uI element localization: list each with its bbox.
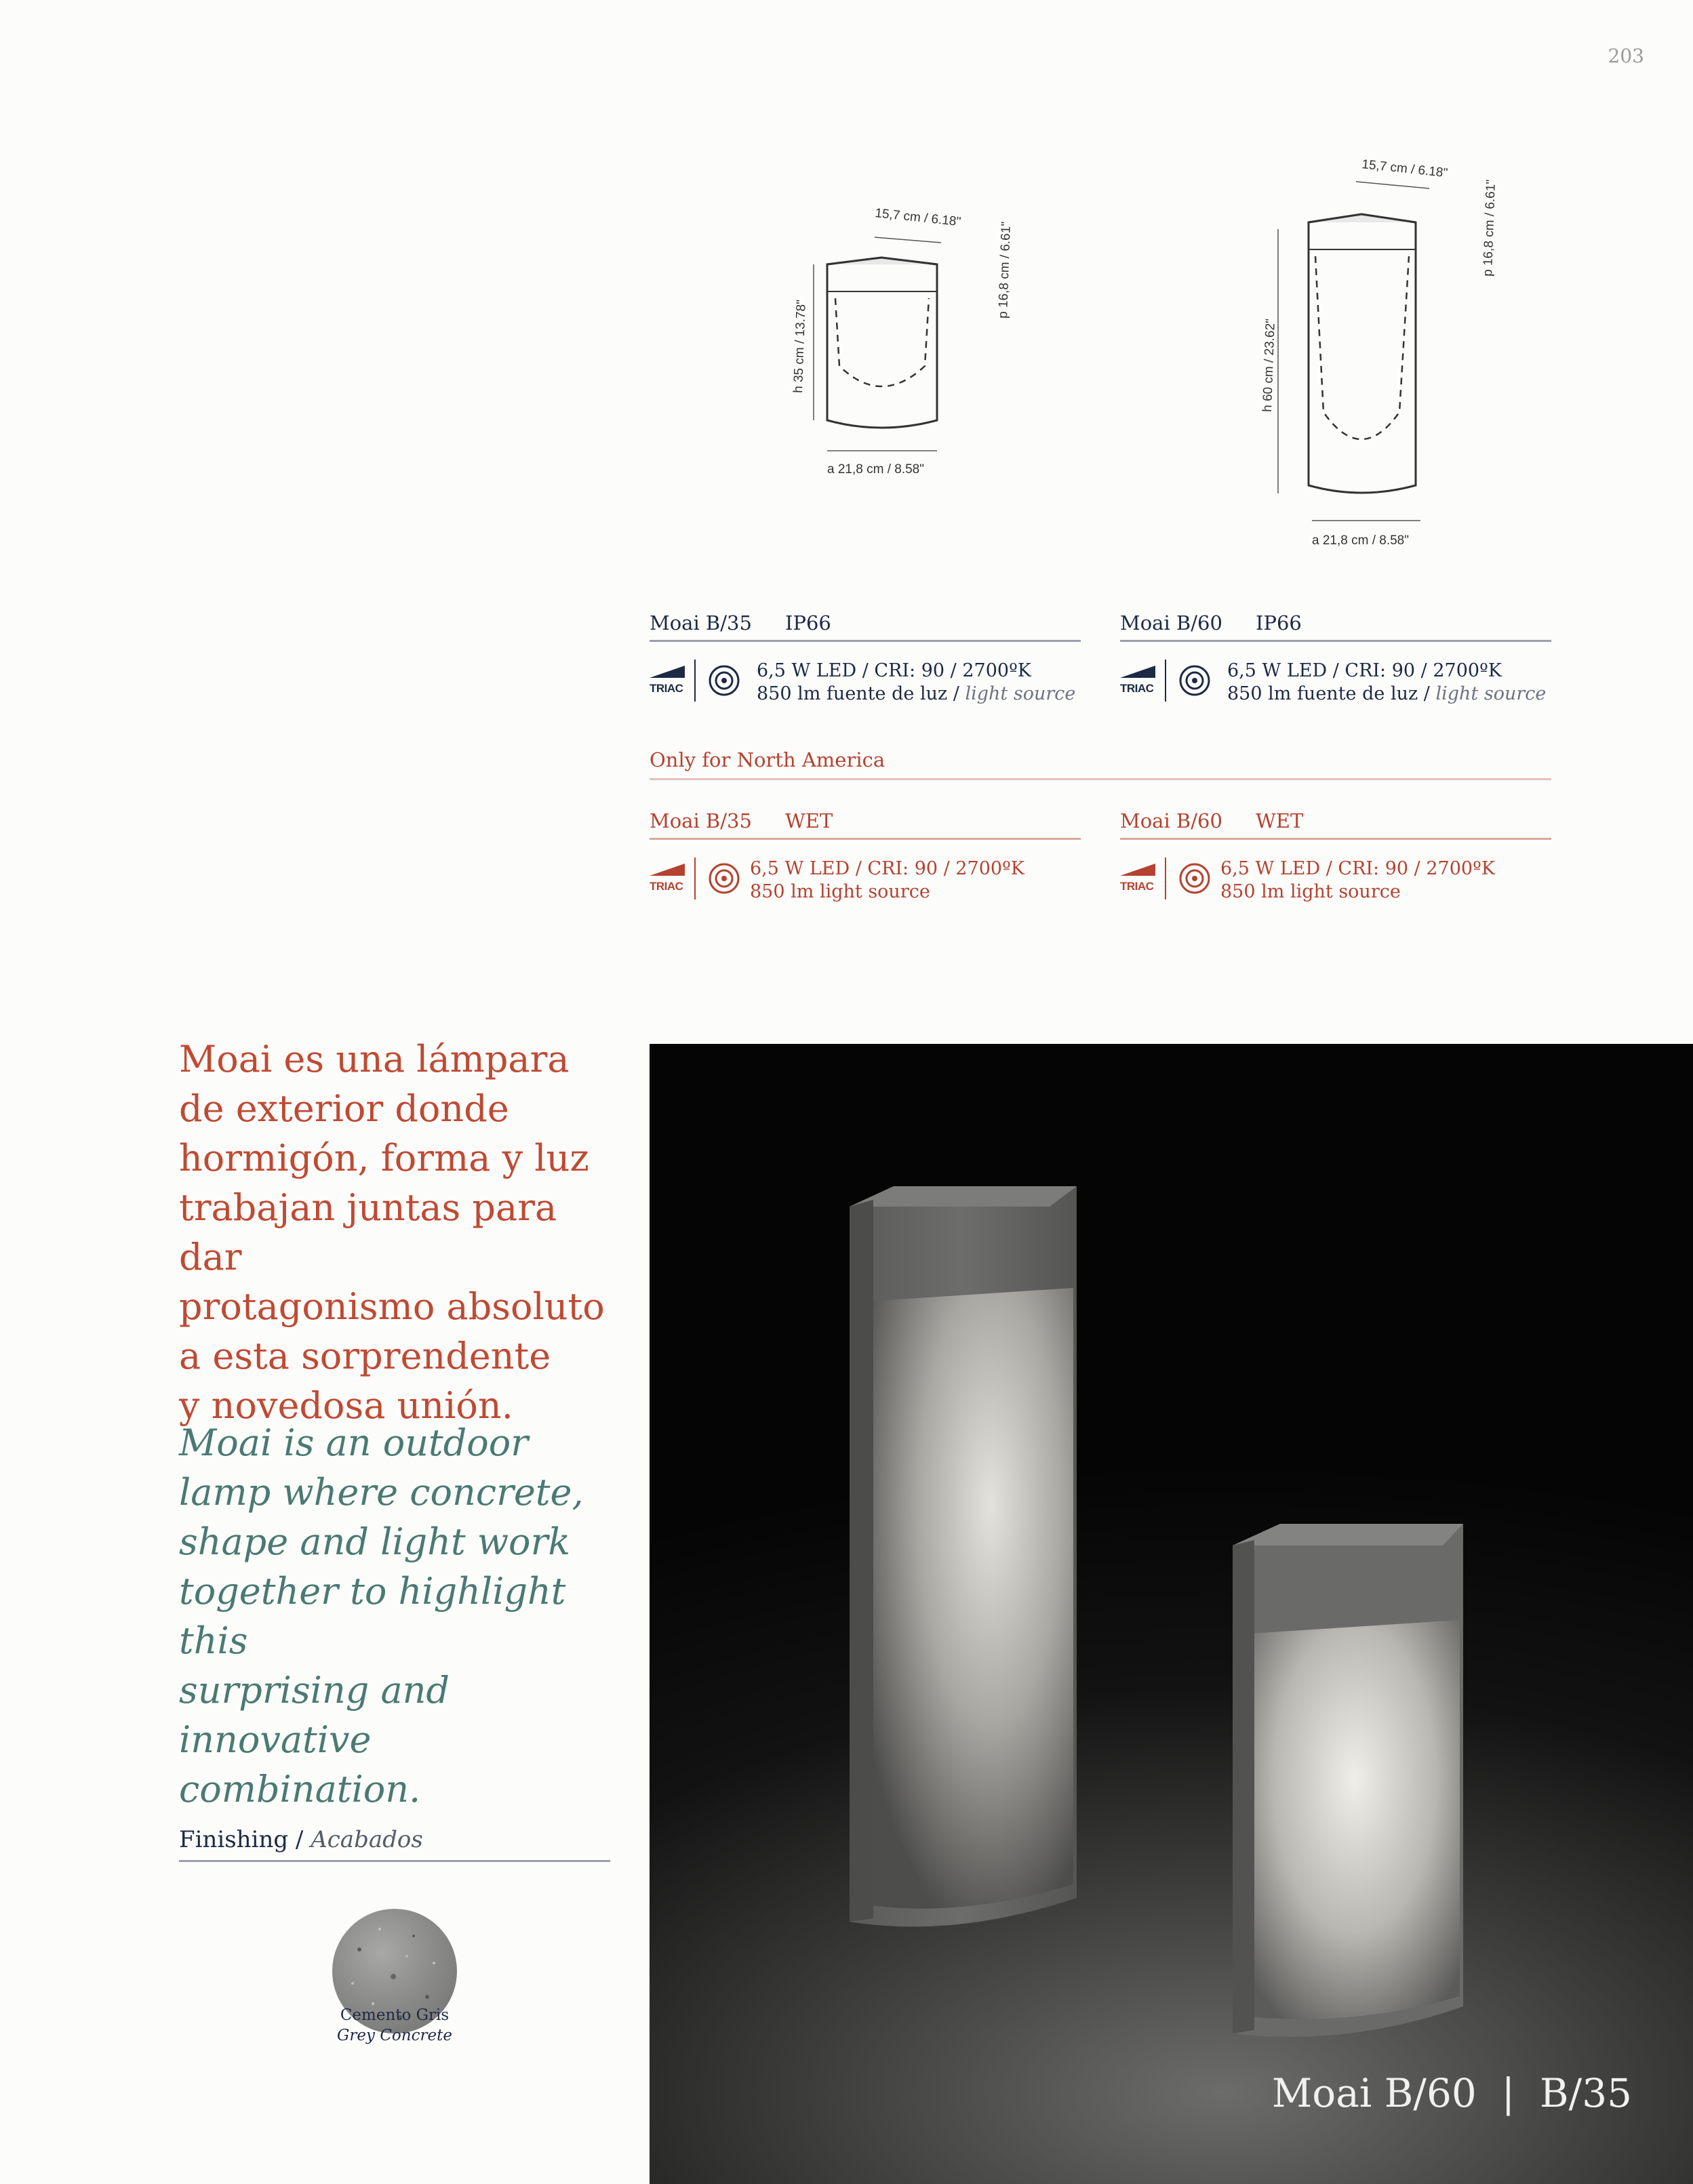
divider (1165, 660, 1166, 702)
spec-row (1120, 857, 1551, 904)
description-line: y novedosa unión. (179, 1384, 513, 1427)
b60-height-label: h 60 cm / 23.62" (1260, 318, 1278, 413)
swatch-label-en: Grey Concrete (337, 2027, 452, 2044)
technical-drawing-b35 (759, 190, 1031, 495)
divider (1165, 857, 1166, 899)
description-line: lamp where concrete, (179, 1471, 584, 1514)
triac-dimmer-icon (650, 662, 686, 700)
description-line: together to highlight this (179, 1570, 566, 1662)
model-name: Moai B/35 (650, 611, 752, 634)
spec-header (650, 611, 1081, 642)
b35-depth-label: p 16,8 cm / 6.61" (996, 221, 1014, 319)
description-line: a esta sorprendente (179, 1335, 551, 1377)
model-name: Moai B/60 (1120, 611, 1222, 634)
spec-icons (650, 857, 750, 899)
spec-header (1120, 809, 1551, 840)
description-spanish (179, 1034, 613, 1430)
spec-lumen-line: 850 lm light source (750, 881, 930, 902)
spec-power-line: 6,5 W LED / CRI: 90 / 2700ºK (1220, 858, 1495, 879)
led-source-icon (1178, 664, 1211, 697)
led-source-icon (1178, 862, 1211, 895)
swatch-label-es: Cemento Gris (340, 2006, 450, 2024)
ip-rating: IP66 (1256, 611, 1302, 634)
spec-b35-wet (650, 809, 1081, 904)
description-english (179, 1418, 613, 1814)
spec-row (1120, 660, 1551, 706)
description-line: de exterior donde (179, 1087, 509, 1130)
description-line: surprising and innovative (179, 1669, 450, 1761)
b60-base-label: a 21,8 cm / 8.58" (1312, 533, 1409, 548)
spec-lumen-line: 850 lm light source (1220, 881, 1401, 902)
spec-header (1120, 611, 1551, 642)
ip-rating: IP66 (785, 611, 831, 634)
spec-lumen-line: 850 lm fuente de luz / light source (757, 683, 1076, 704)
spec-power-line: 6,5 W LED / CRI: 90 / 2700ºK (757, 660, 1031, 681)
led-source-icon (708, 664, 740, 697)
b60-depth-label: p 16,8 cm / 6.61" (1481, 179, 1498, 277)
spec-b60-ip66 (1120, 611, 1551, 706)
wet-rating: WET (1256, 809, 1304, 832)
description-line: Moai es una lámpara (179, 1038, 570, 1080)
spec-power-line: 6,5 W LED / CRI: 90 / 2700ºK (1227, 660, 1502, 681)
description-line: shape and light work (179, 1520, 571, 1563)
b35-width-label: 15,7 cm / 6.18" (874, 206, 962, 230)
spec-text (1220, 857, 1495, 904)
spec-row (650, 857, 1081, 904)
spec-row (650, 660, 1081, 706)
spec-power-line: 6,5 W LED / CRI: 90 / 2700ºK (750, 858, 1024, 879)
product-photo (650, 1044, 1693, 2184)
description-line: protagonismo absoluto (179, 1285, 605, 1328)
spec-b60-wet (1120, 809, 1551, 904)
spec-icons (650, 660, 757, 702)
led-source-icon (708, 862, 740, 895)
b35-base-label: a 21,8 cm / 8.58" (827, 462, 924, 477)
spec-header (650, 809, 1081, 840)
description-line: combination. (179, 1768, 421, 1811)
spec-text (1227, 660, 1546, 706)
description-line: hormigón, forma y luz (179, 1137, 589, 1179)
divider (694, 660, 696, 702)
spec-b35-ip66 (650, 611, 1081, 706)
triac-label: TRIAC (650, 682, 683, 695)
description-line: Moai is an outdoor (179, 1421, 529, 1464)
model-name: Moai B/60 (1120, 809, 1222, 832)
triac-label: TRIAC (650, 880, 683, 893)
spec-lumen-line: 850 lm fuente de luz / light source (1227, 683, 1547, 704)
product-photo-illustration (650, 1044, 1693, 2184)
spec-icons (1120, 660, 1227, 702)
technical-drawing-b60 (1248, 155, 1532, 561)
b60-width-label: 15,7 cm / 6.18" (1361, 157, 1449, 181)
triac-label: TRIAC (1120, 682, 1154, 695)
b35-height-label: h 35 cm / 13.78" (791, 299, 809, 394)
spec-icons (1120, 857, 1220, 899)
triac-label: TRIAC (1120, 880, 1154, 893)
page-number: 203 (1608, 45, 1644, 67)
divider (694, 857, 696, 899)
finishing-title: Finishing / Acabados (179, 1826, 610, 1862)
spec-text (750, 857, 1024, 904)
north-america-label: Only for North America (650, 748, 1551, 780)
wet-rating: WET (785, 809, 833, 832)
triac-dimmer-icon (650, 860, 686, 897)
triac-dimmer-icon (1120, 662, 1157, 700)
photo-caption: Moai B/60 | B/35 (1271, 2070, 1632, 2116)
triac-dimmer-icon (1120, 860, 1157, 897)
model-name: Moai B/35 (650, 809, 752, 832)
spec-text (757, 660, 1075, 706)
description-line: trabajan juntas para dar (179, 1186, 557, 1278)
